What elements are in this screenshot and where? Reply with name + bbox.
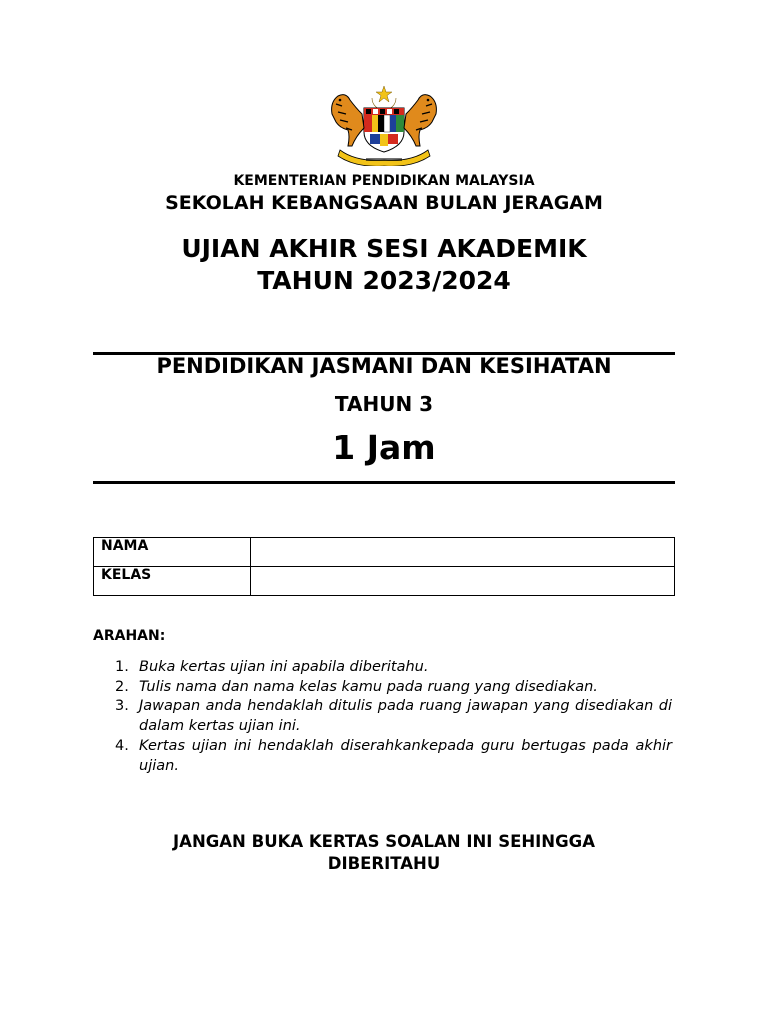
exam-session-year: TAHUN 2023/2024 [257, 266, 511, 295]
warning-line-2: DIBERITAHU [327, 854, 441, 873]
list-item [93, 658, 672, 678]
subject-name: PENDIDIKAN JASMANI DAN KESIHATAN [156, 354, 612, 378]
list-item [93, 678, 672, 698]
student-info-table [93, 537, 675, 596]
warning-notice [0, 831, 768, 875]
name-label: NAMA [94, 538, 251, 567]
item-number: 4. [115, 737, 129, 754]
list-item [93, 697, 672, 736]
divider-bottom [93, 481, 675, 484]
warning-line-1: JANGAN BUKA KERTAS SOALAN INI SEHINGGA [173, 832, 595, 851]
school-name: SEKOLAH KEBANGSAAN BULAN JERAGAM [165, 192, 603, 214]
exam-title: UJIAN AKHIR SESI AKADEMIK [181, 234, 587, 263]
item-text: Jawapan anda hendaklah ditulis pada ruang jawapan yang disediakan di dalam kertas ujian ini. [139, 698, 672, 735]
table-row [94, 567, 675, 596]
item-number: 3. [115, 698, 129, 715]
exam-duration: 1 Jam [332, 428, 436, 467]
item-text: Kertas ujian ini hendaklah diserahkankepada guru bertugas pada akhir ujian. [139, 737, 672, 774]
table-row [94, 538, 675, 567]
coat-of-arms-icon [326, 84, 442, 166]
name-field[interactable] [251, 538, 675, 567]
instructions-title: ARAHAN: [93, 628, 166, 644]
item-text: Buka kertas ujian ini apabila diberitahu. [139, 659, 429, 675]
class-field[interactable] [251, 567, 675, 596]
item-number: 1. [115, 659, 129, 675]
ministry-name: KEMENTERIAN PENDIDIKAN MALAYSIA [233, 173, 535, 189]
instructions-list [93, 658, 672, 776]
item-number: 2. [115, 678, 129, 695]
grade-level: TAHUN 3 [334, 392, 434, 416]
class-label: KELAS [94, 567, 251, 596]
list-item [93, 737, 672, 776]
item-text: Tulis nama dan nama kelas kamu pada ruang yang disediakan. [139, 678, 598, 695]
